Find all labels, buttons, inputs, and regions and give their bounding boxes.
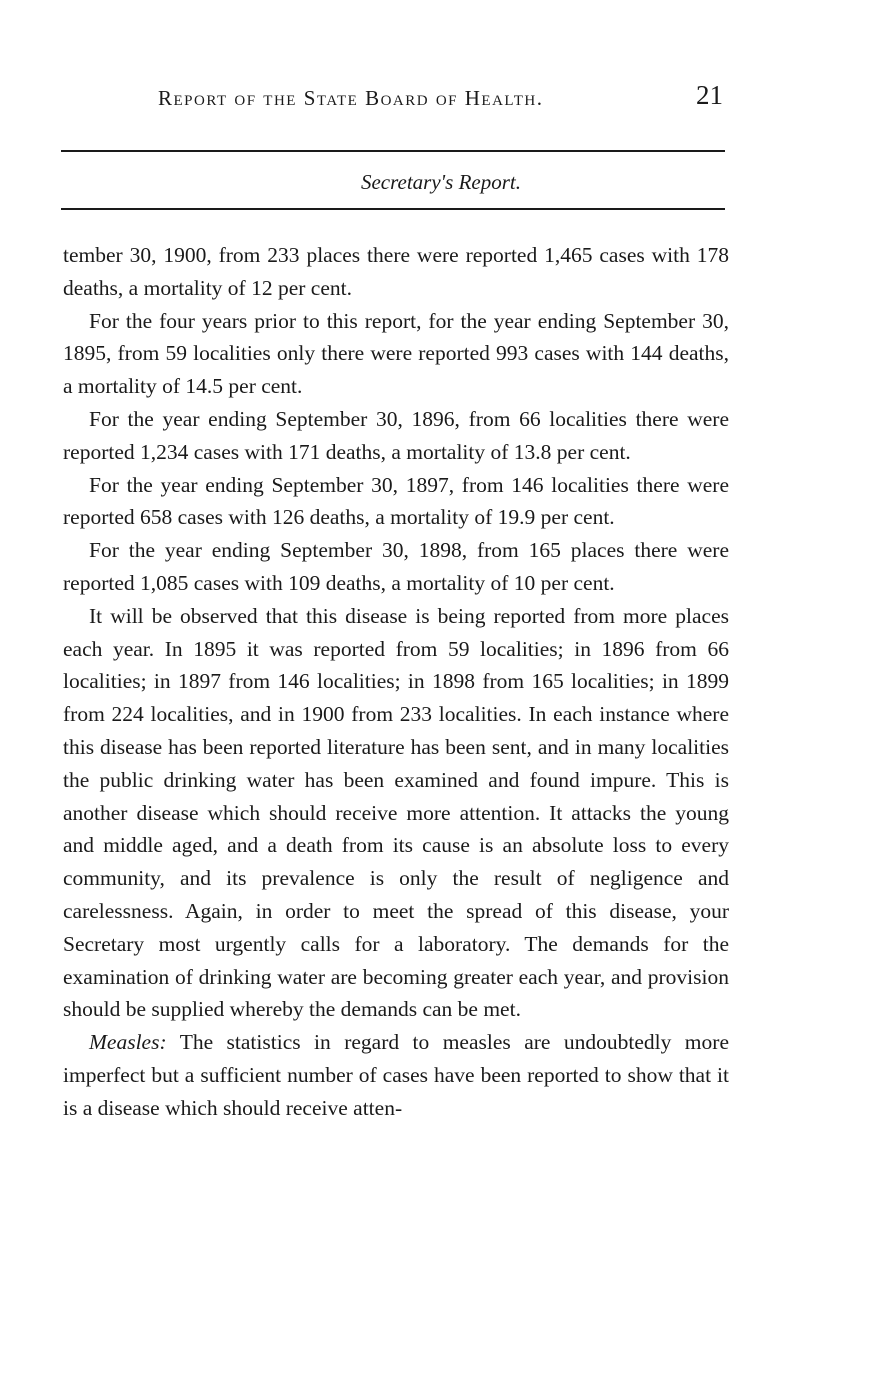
paragraph-observation: It will be observed that this disease is being reported from more places each year. In 1895 it was reported from 59 localities; in 1896 from 66 localities; in 1897 from 146 localities; in 1898 from 165 localities; in 1899 from 224 localities, and in 1900 from 233 localities. In each instance where this disease has been reported literature has been sent, and in many localities the public drinking water has been examined and found impure. This is another disease which should receive more attention. It attacks the young and middle aged, and a death from its cause is an absolute loss to every community, and its prevalence is only the result of negligence and carelessness. Again, in order to meet the spread of this disease, your Secretary most urgently calls for a laboratory. The demands for the examination of drinking water are becoming greater each year, and provision should be supplied whereby the demands can be met.	[63, 603, 729, 1022]
paragraph-1896: For the year ending September 30, 1896, from 66 localities there were reported 1,234 cases with 171 deaths, a mortality of 13.8 per cent.	[63, 406, 729, 464]
header-rule-top	[61, 150, 725, 152]
body-text	[63, 239, 729, 1125]
page-number: 21	[696, 80, 723, 110]
paragraph-measles	[63, 1026, 729, 1124]
paragraph-continuation: tember 30, 1900, from 233 places there were reported 1,465 cases with 178 deaths, a mortality of 12 per cent.	[63, 243, 729, 300]
paragraph-1895: For the four years prior to this report, for the year ending September 30, 1895, from 59 localities only there were reported 993 cases with 144 deaths, a mortality of 14.5 per cent.	[63, 308, 729, 399]
header-rule-bottom	[61, 208, 725, 210]
paragraph-1898: For the year ending September 30, 1898, from 165 places there were reported 1,085 cases with 109 deaths, a mortality of 10 per cent.	[63, 538, 729, 595]
section-title: Secretary's Report.	[360, 170, 521, 194]
measles-text: The statistics in regard to measles are undoubtedly more imperfect but a sufficient number of cases have been reported to show that it is a disease which should receive atten-	[63, 1030, 729, 1120]
running-header-title: Report of the State Board of Health.	[158, 86, 544, 110]
paragraph-1897: For the year ending September 30, 1897, from 146 localities there were reported 658 cases with 126 deaths, a mortality of 19.9 per cent.	[63, 472, 729, 530]
measles-lead-in: Measles:	[89, 1030, 167, 1055]
